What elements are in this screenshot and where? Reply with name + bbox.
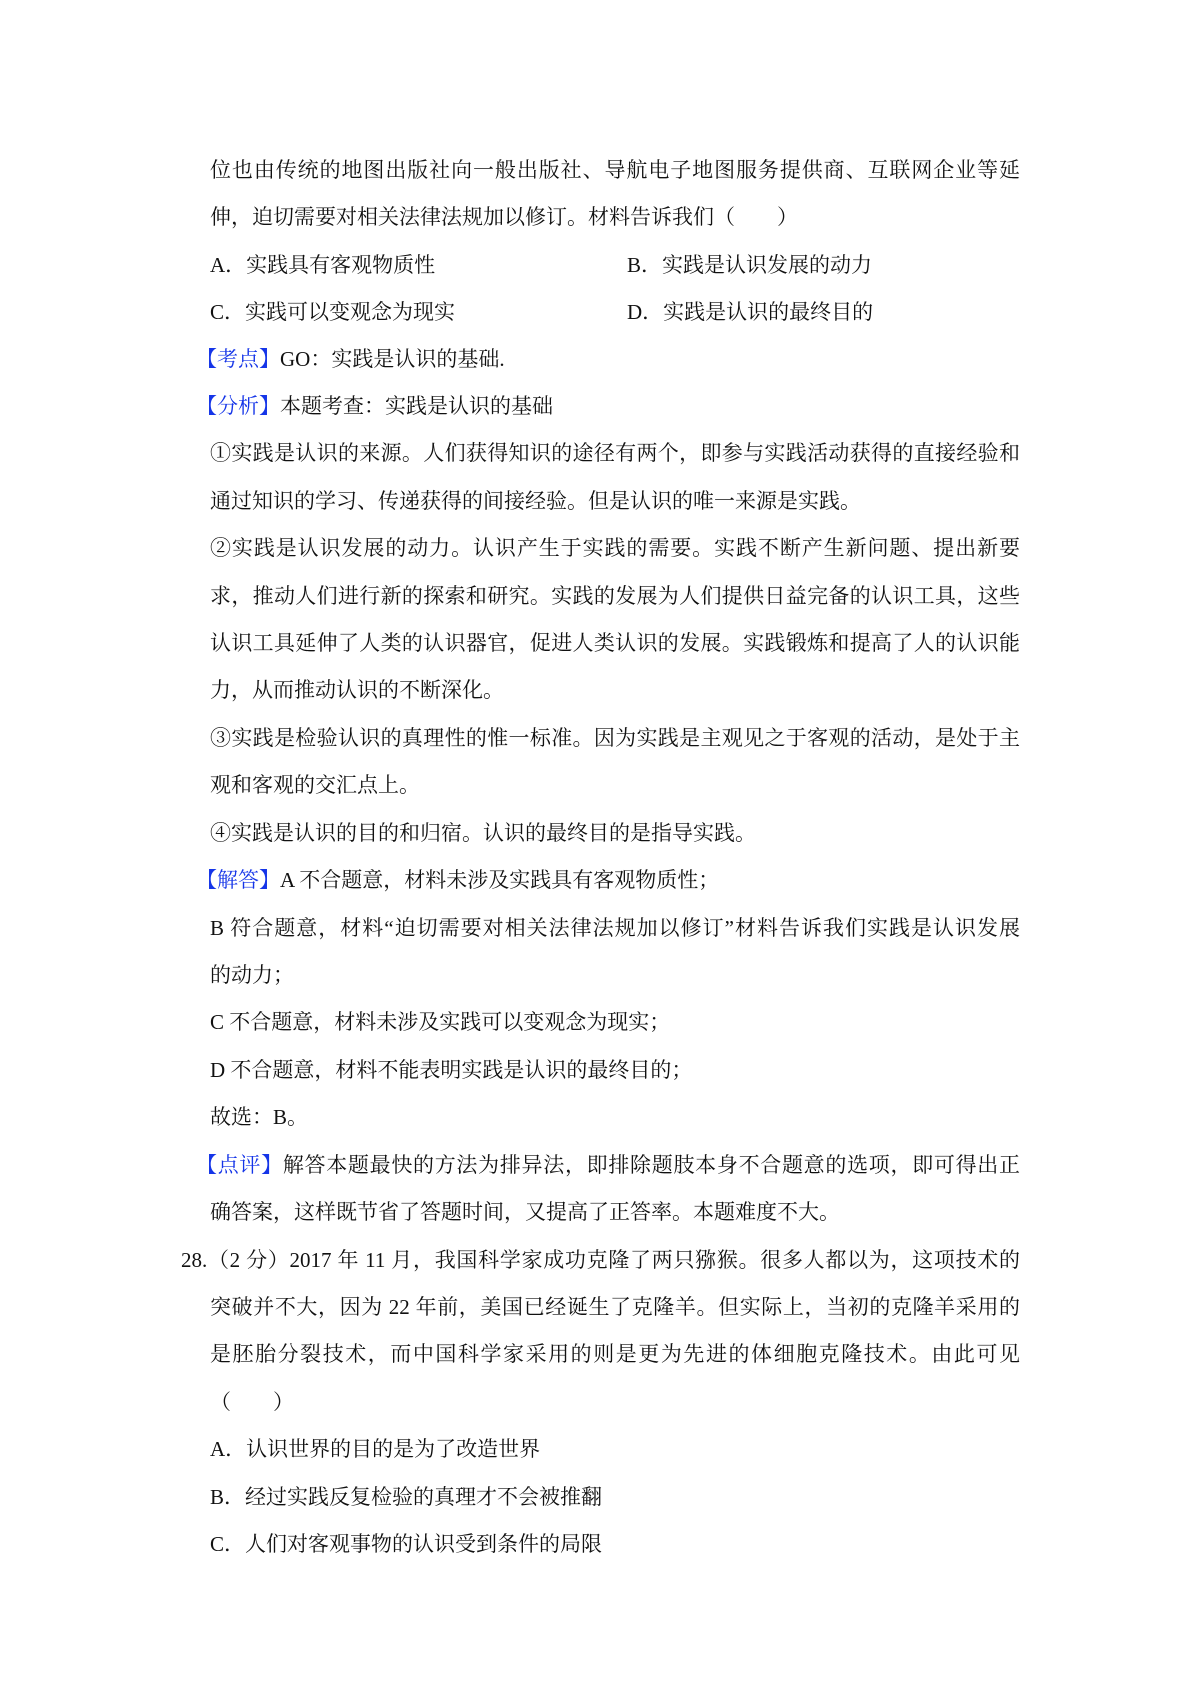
- kaodian-text: GO：实践是认识的基础.: [280, 347, 505, 371]
- analysis-line: 力，从而推动认识的不断深化。: [210, 678, 504, 702]
- option-b: B．经过实践反复检验的真理才不会被推翻: [210, 1485, 603, 1509]
- jieda: [196, 865, 1006, 895]
- analysis-line: ①实践是认识的来源。人们获得知识的途径有两个，即参与实践活动获得的直接经验和: [210, 441, 1020, 465]
- answer-line: C 不合题意，材料未涉及实践可以变观念为现实；: [210, 1010, 671, 1034]
- fenxi-text: 本题考查：实践是认识的基础: [280, 394, 553, 418]
- analysis-line: 求，推动人们进行新的探索和研究。实践的发展为人们提供日益完备的认识工具，这些: [210, 584, 1020, 608]
- dianping-label: 【点评】: [196, 1153, 283, 1177]
- stem-line: 28.（2 分）2017 年 11 月，我国科学家成功克隆了两只猕猴。很多人都以为，这项技术的: [181, 1248, 1020, 1272]
- jieda-label: 【解答】: [196, 868, 280, 892]
- stem-line: 位也由传统的地图出版社向一般出版社、导航电子地图服务提供商、互联网企业等延: [210, 158, 1020, 182]
- fenxi: [196, 391, 1006, 421]
- stem-line: （ ）: [210, 1390, 294, 1414]
- answer-line: B 符合题意，材料“迫切需要对相关法律法规加以修订”材料告诉我们实践是认识发展: [210, 916, 1020, 940]
- option-b: B．实践是认识发展的动力: [627, 253, 873, 277]
- analysis-line: ②实践是认识发展的动力。认识产生于实践的需要。实践不断产生新问题、提出新要: [210, 536, 1020, 560]
- answer-line: 的动力；: [210, 963, 294, 987]
- dianping-line: 确答案，这样既节省了答题时间，又提高了正答率。本题难度不大。: [210, 1200, 840, 1224]
- kaodian-label: 【考点】: [196, 347, 280, 371]
- option-a: A．实践具有客观物质性: [210, 253, 436, 277]
- stem-line: 是胚胎分裂技术，而中国科学家采用的则是更为先进的体细胞克隆技术。由此可见: [210, 1342, 1020, 1366]
- answer-line: 故选：B。: [210, 1105, 309, 1129]
- option-a: A．认识世界的目的是为了改造世界: [210, 1437, 541, 1461]
- stem-line: 伸，迫切需要对相关法律法规加以修订。材料告诉我们（ ）: [210, 205, 798, 229]
- option-row: [210, 297, 1020, 327]
- fenxi-label: 【分析】: [196, 394, 280, 418]
- option-c: C．实践可以变观念为现实: [210, 300, 456, 324]
- option-row: [210, 250, 1020, 280]
- jieda-text: A 不合题意，材料未涉及实践具有客观物质性；: [280, 868, 720, 892]
- analysis-line: 通过知识的学习、传递获得的间接经验。但是认识的唯一来源是实践。: [210, 489, 861, 513]
- answer-line: D 不合题意，材料不能表明实践是认识的最终目的；: [210, 1058, 693, 1082]
- option-d: D．实践是认识的最终目的: [627, 300, 874, 324]
- dianping: [196, 1150, 1020, 1180]
- analysis-line: ④实践是认识的目的和归宿。认识的最终目的是指导实践。: [210, 821, 756, 845]
- stem-line: 突破并不大，因为 22 年前，美国已经诞生了克隆羊。但实际上，当初的克隆羊采用的: [210, 1295, 1020, 1319]
- kaodian: [196, 344, 1006, 374]
- analysis-line: 认识工具延伸了人类的认识器官，促进人类认识的发展。实践锻炼和提高了人的认识能: [210, 631, 1020, 655]
- dianping-text: 解答本题最快的方法为排异法，即排除题肢本身不合题意的选项，即可得出正: [282, 1153, 1020, 1177]
- option-c: C．人们对客观事物的认识受到条件的局限: [210, 1532, 603, 1556]
- analysis-line: ③实践是检验认识的真理性的惟一标准。因为实践是主观见之于客观的活动，是处于主: [210, 726, 1020, 750]
- analysis-line: 观和客观的交汇点上。: [210, 773, 420, 797]
